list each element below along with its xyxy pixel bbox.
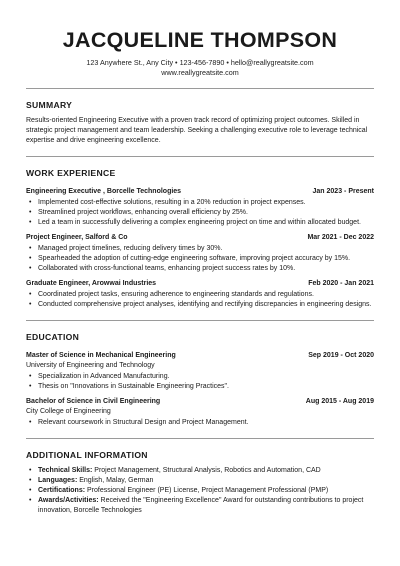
- divider: [26, 320, 374, 321]
- job-title: Graduate Engineer, Arowwai Industries: [26, 280, 157, 287]
- job-bullets: [26, 198, 374, 228]
- additional-item: [26, 486, 374, 496]
- additional-item: [26, 476, 374, 486]
- contact-line-address: 123 Anywhere St., Any City • 123-456-7890 • hello@reallygreatsite.com: [86, 58, 314, 67]
- divider: [26, 156, 374, 157]
- additional-text: Project Management, Structural Analysis, Robotics and Automation, CAD: [92, 467, 321, 474]
- degree-bullets: [26, 372, 374, 392]
- bullet-item: • Spearheaded the adoption of cutting-edge engineering software, improving project accuracy by 15%.: [26, 254, 374, 264]
- job-dates: Feb 2020 - Jan 2021: [308, 280, 374, 287]
- job-title: Engineering Executive , Borcelle Technologies: [26, 188, 182, 195]
- contact-line-website: www.reallygreatsite.com: [161, 68, 239, 77]
- job-header: [26, 233, 374, 243]
- additional-text: Professional Engineer (PE) License, Project Management Professional (PMP): [85, 487, 329, 494]
- job-bullets: [26, 244, 374, 274]
- job-dates: Jan 2023 - Present: [312, 188, 374, 195]
- bullet-item: • Coordinated project tasks, ensuring adherence to engineering standards and regulations.: [26, 290, 374, 300]
- divider: [26, 438, 374, 439]
- additional-label: Technical Skills:: [38, 467, 93, 474]
- bullet-item: • Managed project timelines, reducing delivery times by 30%.: [26, 244, 374, 254]
- bullet-item: • Thesis on "Innovations in Sustainable Engineering Practices".: [26, 382, 374, 392]
- additional-label: Languages:: [38, 477, 78, 484]
- additional-text: Received the "Engineering Excellence" Award for outstanding contributions to project innovation, Borcelle Technologies: [38, 497, 364, 514]
- school-name: City College of Engineering: [26, 408, 111, 415]
- job-title: Project Engineer, Salford & Co: [26, 234, 128, 241]
- job-bullets: [26, 290, 374, 310]
- additional-label: Certifications:: [38, 487, 86, 494]
- bullet-item: • Collaborated with cross-functional teams, enhancing project success rates by 10%.: [26, 264, 374, 274]
- additional-label: Awards/Activities:: [38, 497, 99, 504]
- additional-item: [26, 466, 374, 476]
- summary-heading: SUMMARY: [26, 100, 73, 110]
- bullet-item: • Conducted comprehensive project analyses, identifying and rectifying discrepancies in engineering designs.: [26, 300, 374, 310]
- bullet-item: • Streamlined project workflows, enhancing overall efficiency by 25%.: [26, 208, 374, 218]
- degree-dates: Aug 2015 - Aug 2019: [305, 398, 374, 405]
- candidate-name: JACQUELINE THOMPSON: [62, 28, 338, 52]
- experience-heading: WORK EXPERIENCE: [26, 168, 116, 178]
- education-heading: EDUCATION: [26, 332, 80, 342]
- bullet-item: • Implemented cost-effective solutions, resulting in a 20% reduction in project expenses.: [26, 198, 374, 208]
- degree-bullets: [26, 418, 374, 428]
- summary-text: Results-oriented Engineering Executive with a proven track record of optimizing project outcomes. Skilled in strategic project management and team leadership. Seeking a challenging executive role to leverage technical expertise and drive engineering excellence.: [26, 117, 368, 144]
- bullet-item: • Specialization in Advanced Manufacturing.: [26, 372, 374, 382]
- bullet-item: • Relevant coursework in Structural Design and Project Management.: [26, 418, 374, 428]
- contact-info: [26, 58, 374, 78]
- degree-title: Bachelor of Science in Civil Engineering: [26, 398, 161, 405]
- additional-item: [26, 496, 374, 516]
- job-header: [26, 279, 374, 289]
- divider: [26, 88, 374, 89]
- additional-list: [26, 466, 374, 516]
- additional-heading: ADDITIONAL INFORMATION: [26, 450, 148, 460]
- degree-header: [26, 351, 374, 361]
- bullet-item: • Led a team in successfully delivering a complex engineering project on time and within allocated budget.: [26, 218, 374, 228]
- job-dates: Mar 2021 - Dec 2022: [307, 234, 374, 241]
- additional-text: English, Malay, German: [77, 477, 154, 484]
- degree-title: Master of Science in Mechanical Engineering: [26, 352, 176, 359]
- job-header: [26, 187, 374, 197]
- degree-header: [26, 397, 374, 407]
- school-name: University of Engineering and Technology: [26, 362, 155, 369]
- degree-dates: Sep 2019 - Oct 2020: [308, 352, 374, 359]
